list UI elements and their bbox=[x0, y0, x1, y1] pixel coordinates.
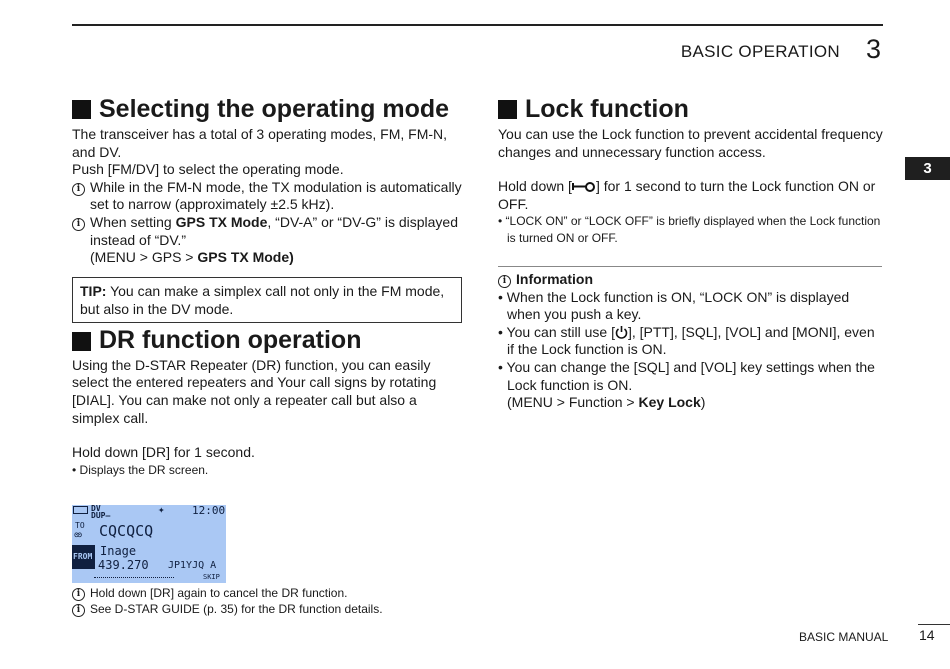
dr-screen-display bbox=[72, 505, 226, 583]
note-cancel-dr: i Hold down [DR] again to cancel the DR function. bbox=[72, 585, 462, 601]
footer-label: BASIC MANUAL bbox=[799, 630, 889, 644]
lcd-dv: DV bbox=[91, 505, 101, 513]
lcd-frequency: 439.270 bbox=[98, 558, 149, 572]
lcd-time: 12:00 bbox=[192, 505, 226, 517]
lcd-people-icon: ꙭ bbox=[74, 530, 83, 539]
note-fmn: i While in the FM-N mode, the TX modulation is automatically set to narrow (approximately ±2.5 kHz). bbox=[72, 179, 462, 214]
paragraph-lock-intro: You can use the Lock function to prevent accidental frequency changes and unnecessary function access. bbox=[498, 126, 883, 160]
lcd-to-label: TO bbox=[75, 521, 85, 530]
key-icon bbox=[572, 181, 596, 193]
page-number: 14 bbox=[919, 627, 935, 643]
tip-box: TIP: You can make a simplex call not only in the FM mode, but also in the DV mode. bbox=[72, 277, 462, 323]
lcd-callsign: JP1YJQ A bbox=[168, 560, 217, 571]
bullet-dr-screen: • Displays the DR screen. bbox=[72, 462, 209, 477]
paragraph-push-fmdv: Push [FM/DV] to select the operating mode. bbox=[72, 161, 344, 178]
left-column bbox=[72, 94, 462, 478]
menu-path-gps: (MENU > GPS > GPS TX Mode) bbox=[90, 249, 294, 266]
square-bullet-icon bbox=[72, 100, 91, 119]
section-header-title: BASIC OPERATION bbox=[680, 42, 840, 61]
right-column bbox=[498, 94, 883, 246]
note-dstar-guide: i See D-STAR GUIDE (p. 35) for the DR function details. bbox=[72, 601, 462, 617]
lcd-dup: DUP– bbox=[91, 511, 111, 520]
lcd-gps-icon: ✦ bbox=[158, 505, 165, 516]
bullet-lock-displayed: • “LOCK ON” or “LOCK OFF” is briefly displayed when the Lock function is turned ON or OFF. bbox=[498, 214, 881, 245]
footer-rule bbox=[918, 624, 950, 625]
info-circle-icon: i bbox=[498, 275, 511, 288]
lcd-dotted-line bbox=[94, 577, 174, 578]
chapter-number: 3 bbox=[866, 34, 882, 64]
square-bullet-icon bbox=[72, 332, 91, 351]
info-change-keys: • You can change the [SQL] and [VOL] key settings when the Lock function is ON. bbox=[498, 358, 875, 393]
info-circle-icon: i bbox=[72, 588, 85, 601]
info-circle-icon: i bbox=[72, 604, 85, 617]
chapter-side-tab: 3 bbox=[905, 157, 950, 180]
paragraph-hold-key: Hold down [ ] for 1 second to turn the Lock function ON or OFF. bbox=[498, 178, 876, 212]
menu-path-key-lock: (MENU > Function > Key Lock) bbox=[507, 394, 706, 411]
top-rule bbox=[72, 24, 883, 26]
lcd-call: CQCQCQ bbox=[99, 522, 154, 540]
heading-lock-function: Lock function bbox=[498, 100, 883, 119]
note-gps-tx-mode: i When setting GPS TX Mode, “DV-A” or “DV-G” is displayed instead of “DV.” bbox=[72, 214, 462, 249]
info-circle-icon: i bbox=[72, 183, 85, 196]
information-block bbox=[498, 271, 883, 412]
lcd-name: Inage bbox=[100, 544, 137, 558]
info-circle-icon: i bbox=[72, 218, 85, 231]
divider-rule bbox=[498, 266, 882, 267]
lcd-from-label: FROM bbox=[73, 552, 93, 561]
dr-notes bbox=[72, 585, 462, 617]
lcd-skip: SKIP bbox=[203, 573, 220, 581]
heading-dr-function: DR function operation bbox=[72, 332, 462, 351]
info-keys-usable: • You can still use [ ], [PTT], [SQL], [VOL] and [MONI], even if the Lock function is ON. bbox=[498, 323, 875, 358]
power-icon bbox=[615, 325, 628, 339]
paragraph-hold-dr: Hold down [DR] for 1 second. bbox=[72, 444, 255, 461]
square-bullet-icon bbox=[498, 100, 517, 119]
heading-operating-mode: Selecting the operating mode bbox=[72, 100, 462, 119]
information-title: i Information bbox=[498, 271, 883, 289]
paragraph-dr-intro: Using the D-STAR Repeater (DR) function, you can easily select the entered repeaters and Your call signs by rotating [DIAL]. You can make not only a repeater call but also a simplex call. bbox=[72, 356, 437, 426]
info-lock-on: • When the Lock function is ON, “LOCK ON” is displayed when you push a key. bbox=[498, 288, 850, 323]
paragraph-modes: The transceiver has a total of 3 operating modes, FM, FM-N, and DV. bbox=[72, 126, 448, 160]
battery-icon bbox=[73, 506, 88, 514]
